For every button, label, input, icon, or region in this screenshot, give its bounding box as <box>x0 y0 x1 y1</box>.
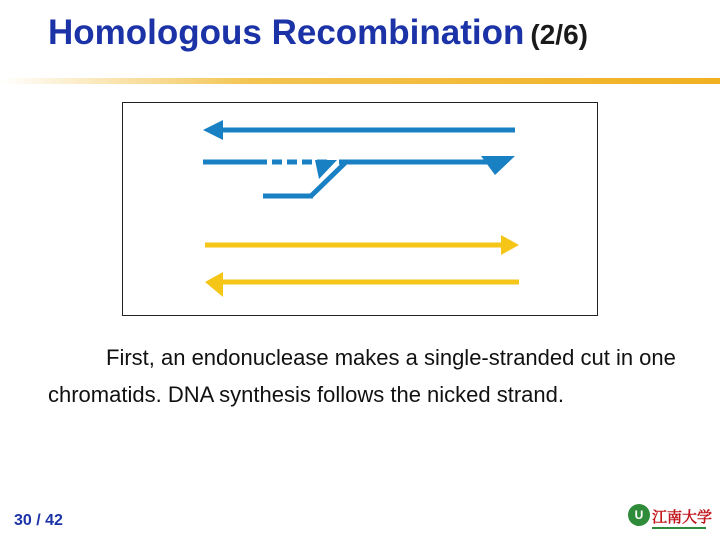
slide-title-suffix: (2/6) <box>530 19 588 50</box>
slide-body-text <box>48 340 698 414</box>
page-number: 30 / 42 <box>14 512 63 529</box>
logo-text: 江南大学 <box>652 508 713 526</box>
strand-diagram-svg <box>123 103 599 317</box>
blue-strand-top <box>203 120 515 140</box>
university-logo-icon <box>628 504 713 530</box>
blue-strand-invading <box>263 160 345 196</box>
yellow-strand-bottom <box>205 272 519 297</box>
logo-underline <box>652 527 706 529</box>
blue-strand-nicked <box>203 156 515 175</box>
slide-title <box>48 12 588 54</box>
yellow-strand-top <box>205 235 519 255</box>
recombination-diagram <box>122 102 598 316</box>
slide-title-main: Homologous Recombination <box>48 13 525 52</box>
logo-badge: U <box>628 504 650 526</box>
title-underline <box>0 78 720 84</box>
slide-body-content: First, an endonuclease makes a single-stranded cut in one chromatids. DNA synthesis follows the nicked strand. <box>48 345 676 407</box>
